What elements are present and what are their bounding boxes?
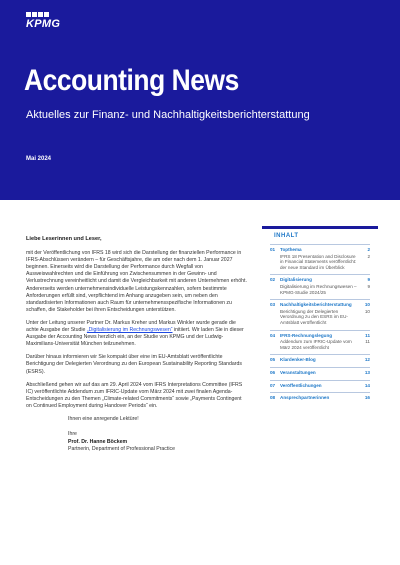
toc-item-title: Topthema	[280, 247, 302, 252]
toc-item-title: Ansprechpartnerinnen	[280, 395, 330, 401]
toc-subitem-page: 10	[364, 308, 370, 314]
signer-name: Prof. Dr. Hanne Böckem	[68, 439, 128, 446]
toc-item-heading	[280, 302, 370, 308]
letter-paragraph-4: Abschließend gehen wir auf das am 29. April 2024 vom IFRS Interpretations Committee (IFRS IC) veröffentlichte Addendum zum IFRIC-Update vom März 2024 mit zwei finalen Agenda-Entscheidungen zu den Themen „Climate-related Commitments“ sowie „Payments Contingent on Continued Employment during Handover Periods“ ein.	[26, 381, 243, 409]
table-of-contents	[262, 226, 378, 405]
publication-title: Accounting News	[24, 64, 239, 97]
toc-item-page: 2	[367, 247, 370, 252]
toc-item-body	[280, 302, 370, 325]
study-link[interactable]: „Digitalisierung im Rechnungswesen“	[86, 327, 173, 334]
signer-title: Partnerin, Department of Professional Practice	[68, 446, 175, 453]
toc-item-page: 10	[364, 302, 370, 308]
toc-subitem-text: Digitalisierung im Rechnungswesen – KPMG-Studie 2024/25	[280, 283, 357, 295]
toc-item-title: IFRS-Rechnungslegung	[280, 332, 333, 338]
toc-item-page: 14	[364, 382, 370, 388]
toc-item-title: Klardenker-Blog	[280, 357, 316, 363]
toc-item-number: 08	[270, 395, 276, 401]
issue-date: Mai 2024	[26, 156, 52, 162]
toc-item-number: 01	[270, 247, 276, 252]
toc-item-heading	[280, 333, 370, 339]
letter-paragraph-2	[26, 320, 248, 348]
toc-item-page: 13	[364, 369, 370, 375]
toc-subitem-page: 2	[367, 253, 370, 259]
toc-item-body	[280, 383, 370, 389]
toc-subitem[interactable]	[280, 339, 370, 350]
toc-subitem[interactable]	[280, 254, 370, 271]
toc-item-page: 11	[365, 332, 370, 338]
toc-item-title: Nachhaltigkeitsberichterstattung	[280, 302, 352, 308]
letter-paragraph-2-start: Unter der Leitung unserer Partner Dr. Markus Kreher und Markus Winkler wurde gerade die achte Ausgabe der Studie	[26, 319, 236, 334]
toc-header: INHALT	[274, 233, 299, 239]
kpmg-logo: KPMG	[26, 18, 61, 30]
kpmg-logo-squares	[26, 12, 49, 17]
toc-item[interactable]	[270, 330, 370, 355]
toc-item-title: Veranstaltungen	[280, 369, 316, 375]
toc-item-heading	[280, 247, 370, 253]
toc-list	[262, 244, 378, 405]
toc-item-number: 07	[270, 382, 276, 388]
toc-item-number: 06	[270, 369, 276, 375]
toc-item-heading	[280, 277, 370, 283]
toc-item-body	[280, 370, 370, 376]
toc-item[interactable]	[270, 380, 370, 393]
toc-item[interactable]	[270, 392, 370, 405]
toc-subitem[interactable]	[280, 284, 370, 295]
toc-subitem-page: 9	[367, 283, 370, 289]
letter-paragraph-2-end: initiiert. Wir laden Sie in dieser Ausgabe der Accounting News herzlich ein, an der Studie von KPMG und der Ludwig-Maximilians-Universität München teilzunehmen.	[26, 327, 244, 348]
toc-item-page: 12	[364, 357, 370, 363]
letter-paragraph-3: Darüber hinaus informieren wir Sie kompakt über eine im EU-Amtsblatt veröffentlichte Berichtigung der Delegierten Verordnung zu den European Sustainability Reporting Standards (ESRS).	[26, 354, 242, 375]
toc-item-page: 9	[367, 277, 370, 283]
toc-item-title: Veröffentlichungen	[280, 382, 322, 388]
toc-item-body	[280, 357, 370, 363]
toc-item-number: 02	[270, 277, 276, 283]
toc-item[interactable]	[270, 244, 370, 274]
toc-item-heading	[280, 383, 370, 389]
toc-item-page: 16	[364, 395, 370, 401]
toc-subitem-text: Berichtigung der Delegierten Verordnung zu den ESRS im EU-Amtsblatt veröffentlicht	[280, 308, 348, 325]
editorial-letter	[26, 236, 248, 453]
toc-subitem-page: 11	[365, 339, 370, 345]
toc-item-number: 05	[270, 357, 276, 363]
publication-subtitle: Aktuelles zur Finanz- und Nachhaltigkeitsberichterstattung	[26, 109, 310, 121]
letter-closing: Ihnen eine anregende Lektüre!	[68, 415, 139, 422]
toc-subitem[interactable]	[280, 309, 370, 326]
signature-block	[68, 431, 248, 453]
toc-item-heading	[280, 370, 370, 376]
toc-item-body	[280, 247, 370, 270]
toc-subitem-text: IFRS 18 Presentation and Disclosure in Financial Statements veröffentlicht: der neue Standard im Überblick	[280, 253, 357, 270]
toc-item-heading	[280, 395, 370, 401]
toc-item[interactable]	[270, 299, 370, 329]
cover-banner	[0, 0, 400, 200]
toc-subitem-text: Addendum zum IFRIC-Update vom März 2024 veröffentlicht	[280, 339, 352, 350]
letter-greeting: Liebe Leserinnen und Leser,	[26, 236, 102, 242]
letter-paragraph-1: mit der Veröffentlichung von IFRS 18 wird sich die Darstellung der finanziellen Performance in IFRS-Abschlüssen verändern – für Geschäftsjahre, die am oder nach dem 1. Januar 2027 beginnen. Einerseits wird die Darstellung der Performance durch Wegfall von Ausweiswahlrechten und die Einführung von Zwischensummen in der Gewinn- und Verlustrechnung vereinheitlicht und damit die Vergleichbarkeit mit anderen Unternehmen erhöht. Andererseits werden unternehmensindividuelle Leistungskennzahlen, sofern bestimmte Anforderungen erfüllt sind, verpflichtend im Anhang anzugeben sein, um neben den standardisierten Informationen auch Raum für unternehmensspezifische Informationen zu schaffen, die Stakeholder bei ihren Entscheidungen unterstützen.	[26, 250, 247, 313]
toc-item-title: Digitalisierung	[280, 277, 312, 283]
toc-item-number: 03	[270, 302, 276, 308]
signoff: Ihre	[68, 431, 77, 438]
toc-item[interactable]	[270, 354, 370, 367]
toc-item-body	[280, 277, 370, 295]
toc-item-body	[280, 333, 370, 351]
toc-item-heading	[280, 357, 370, 363]
toc-item-number: 04	[270, 332, 276, 338]
toc-item-body	[280, 395, 370, 401]
toc-item[interactable]	[270, 274, 370, 299]
toc-item[interactable]	[270, 367, 370, 380]
